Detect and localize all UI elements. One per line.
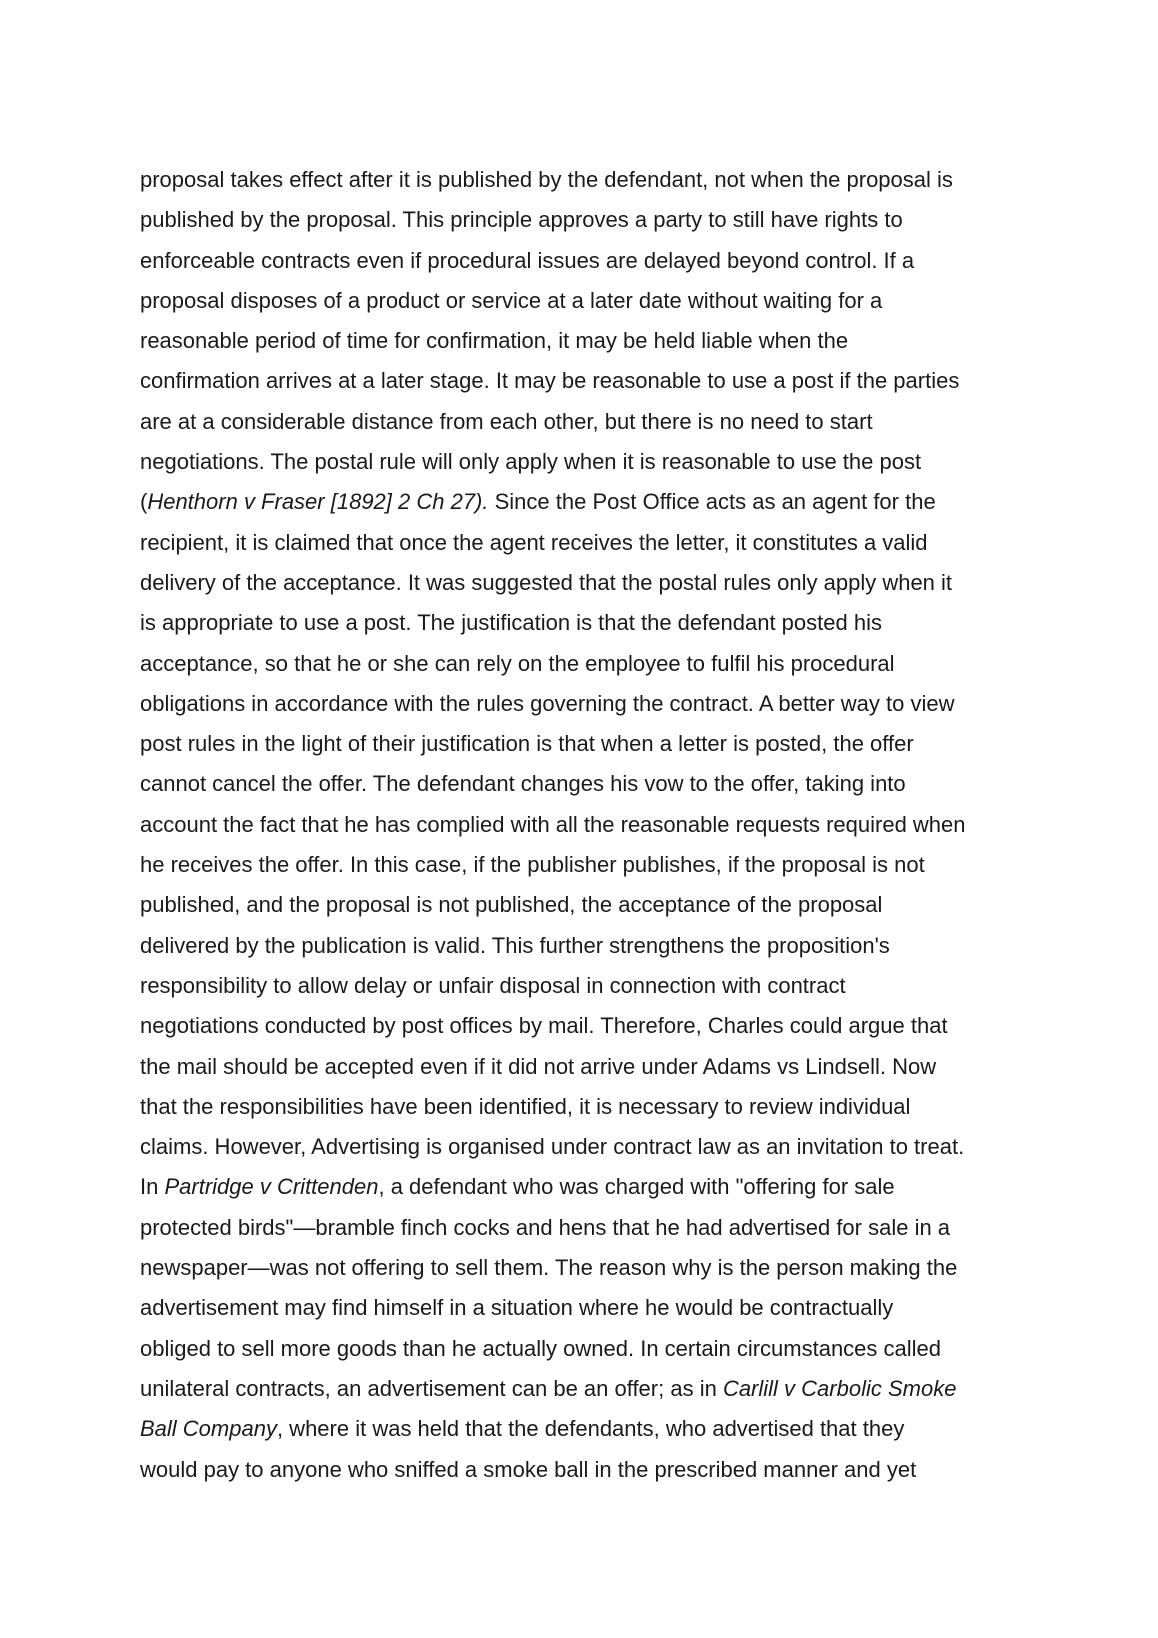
text-line-4: proposal disposes of a product or service at a later date without waiting for a (140, 287, 883, 313)
text-line-5: reasonable period of time for confirmation, it may be held liable when the (140, 328, 849, 354)
text-line-16: cannot cancel the offer. The defendant changes his vow to the offer, taking into (140, 771, 906, 797)
text-line-33: would pay to anyone who sniffed a smoke ball in the prescribed manner and yet (140, 1456, 917, 1482)
text-line-17: account the fact that he has complied with all the reasonable requests required when (140, 811, 966, 837)
text-line-11: delivery of the acceptance. It was suggested that the postal rules only apply when it (140, 569, 953, 595)
text-line-20: delivered by the publication is valid. This further strengthens the proposition's (140, 932, 890, 958)
text-line-8: negotiations. The postal rule will only apply when it is reasonable to use the post (140, 449, 922, 475)
text-line-13: acceptance, so that he or she can rely on the employee to fulfil his procedural (140, 650, 895, 676)
text-line-14: obligations in accordance with the rules governing the contract. A better way to view (140, 690, 955, 716)
text-line-28: newspaper—was not offering to sell them. The reason why is the person making the (140, 1255, 958, 1281)
text-line-26: In Partridge v Crittenden, a defendant who was charged with "offering for sale (140, 1174, 895, 1200)
text-line-10: recipient, it is claimed that once the agent receives the letter, it constitutes a valid (140, 529, 928, 555)
text-line-6: confirmation arrives at a later stage. It may be reasonable to use a post if the parties (140, 368, 960, 394)
text-line-1: proposal takes effect after it is published by the defendant, not when the proposal is (140, 167, 953, 192)
text-line-21: responsibility to allow delay or unfair disposal in connection with contract (140, 972, 846, 998)
case-citation-carlill-cont: Ball Company (140, 1416, 277, 1442)
case-citation-partridge: Partridge v Crittenden (164, 1174, 379, 1200)
text-line-24: that the responsibilities have been identified, it is necessary to review individual (140, 1093, 911, 1119)
case-citation-henthorn: Henthorn v Fraser [1892] 2 Ch 27). (147, 489, 489, 515)
text-line-30: obliged to sell more goods than he actually owned. In certain circumstances called (140, 1335, 942, 1361)
text-line-27: protected birds"—bramble finch cocks and hens that he had advertised for sale in a (140, 1214, 951, 1240)
text-line-2: published by the proposal. This principle approves a party to still have rights to (140, 207, 903, 233)
case-citation-carlill: Carlill v Carbolic Smoke (722, 1375, 957, 1401)
text-line-29: advertisement may find himself in a situation where he would be contractually (140, 1295, 894, 1321)
text-line-19: published, and the proposal is not published, the acceptance of the proposal (140, 892, 883, 918)
text-line-31: unilateral contracts, an advertisement can be an offer; as in Carlill v Carbolic Smoke (140, 1375, 957, 1401)
text-line-3: enforceable contracts even if procedural issues are delayed beyond control. If a (140, 247, 915, 273)
text-line-12: is appropriate to use a post. The justification is that the defendant posted his (140, 610, 882, 636)
text-line-7: are at a considerable distance from each other, but there is no need to start (140, 408, 873, 434)
text-line-9: (Henthorn v Fraser [1892] 2 Ch 27). Since the Post Office acts as an agent for the (140, 489, 936, 515)
text-line-18: he receives the offer. In this case, if the publisher publishes, if the proposal is not (140, 852, 925, 878)
text-line-23: the mail should be accepted even if it did not arrive under Adams vs Lindsell. Now (140, 1053, 937, 1079)
text-line-32: Ball Company, where it was held that the defendants, who advertised that they (140, 1416, 905, 1442)
text-line-15: post rules in the light of their justification is that when a letter is posted, the offer (140, 731, 914, 757)
body-text (140, 160, 1040, 1490)
text-line-25: claims. However, Advertising is organised under contract law as an invitation to treat. (140, 1134, 965, 1160)
text-line-22: negotiations conducted by post offices by mail. Therefore, Charles could argue that (140, 1013, 948, 1039)
